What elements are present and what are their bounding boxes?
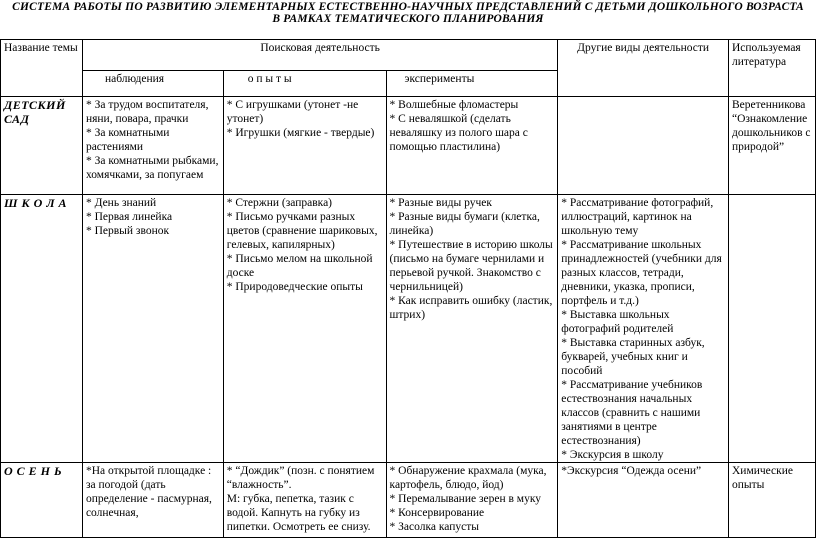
cell-other: * Рассматривание фотографий, иллюстраций, картинок на школьную тему * Рассматривание школьных принадлежностей (учебники для разных классов, тетради, дневники, указка, прописи, портфель и т.д.) * Выставка школьных фотографий родителей * Выставка старинных азбук, букварей, учебных книг и пособий * Рассматривание учебников естествознания начальных классов (сравнить с нашими занятиями в центре естествознания) * Экскурсия в школу xyxy=(558,195,729,463)
cell-experiments: * Обнаружение крахмала (мука, картофель, блюдо, йод) * Перемалывание зерен в муку * Консервирование * Засолка капусты xyxy=(386,463,558,538)
document-title-line-2: В РАМКАХ ТЕМАТИЧЕСКОГО ПЛАНИРОВАНИЯ xyxy=(272,13,544,25)
header-other-activities: Другие виды деятельности xyxy=(558,40,729,71)
header-other-cont xyxy=(558,71,729,97)
header-literature: Используемая литература xyxy=(728,40,815,71)
row-label-kindergarten: ДЕТСКИЙ САД xyxy=(1,97,83,195)
table-row xyxy=(1,463,816,538)
header-lit-cont xyxy=(728,71,815,97)
cell-opyty: * Стержни (заправка) * Письмо ручками разных цветов (сравнение шариковых, гелевых, капилярных) * Письмо мелом на школьной доске * Природоведческие опыты xyxy=(223,195,386,463)
cell-observations: * День знаний * Первая линейка * Первый звонок xyxy=(82,195,223,463)
header-experiments: эксперименты xyxy=(386,71,558,97)
header-observations: наблюдения xyxy=(82,71,223,97)
cell-literature: Химические опыты xyxy=(728,463,815,538)
cell-literature: Веретенникова “Ознакомление дошкольников с природой” xyxy=(728,97,815,195)
cell-other xyxy=(558,97,729,195)
header-theme-cont xyxy=(1,71,83,97)
table-row xyxy=(1,97,816,195)
row-label-school: Ш К О Л А xyxy=(1,195,83,463)
cell-literature xyxy=(728,195,815,463)
table-row xyxy=(1,195,816,463)
cell-experiments: * Волшебные фломастеры * С неваляшкой (сделать неваляшку из полого шара с помощью пластилина) xyxy=(386,97,558,195)
cell-other: *Экскурсия “Одежда осени” xyxy=(558,463,729,538)
document-title-line-1: СИСТЕМА РАБОТЫ ПО РАЗВИТИЮ ЭЛЕМЕНТАРНЫХ ЕСТЕСТВЕННО-НАУЧНЫХ ПРЕДСТАВЛЕНИЙ С ДЕТЬМИ ДОШКОЛЬНОГО ВОЗРАСТА xyxy=(12,1,804,13)
planning-table xyxy=(0,39,816,538)
cell-observations: * За трудом воспитателя, няни, повара, прачки * За комнатными растениями * За комнатными рыбками, хомячками, за попугаем xyxy=(82,97,223,195)
header-opyty: о п ы т ы xyxy=(223,71,386,97)
cell-opyty: * С игрушками (утонет -не утонет) * Игрушки (мягкие - твердые) xyxy=(223,97,386,195)
cell-opyty: * “Дождик” (позн. с понятием “влажность”. М: губка, пепетка, тазик с водой. Капнуть на губку из пипетки. Осмотреть ее снизу. xyxy=(223,463,386,538)
cell-experiments: * Разные виды ручек * Разные виды бумаги (клетка, линейка) * Путешествие в историю школы (письмо на бумаге чернилами и перьевой ручкой. Знакомство с чернильницей) * Как исправить ошибку (ластик, штрих) xyxy=(386,195,558,463)
row-label-autumn: О С Е Н Ь xyxy=(1,463,83,538)
header-search-activity: Поисковая деятельность xyxy=(82,40,557,71)
cell-observations: *На открытой площадке : за погодой (дать определение - пасмурная, солнечная, xyxy=(82,463,223,538)
header-theme: Название темы xyxy=(1,40,83,71)
